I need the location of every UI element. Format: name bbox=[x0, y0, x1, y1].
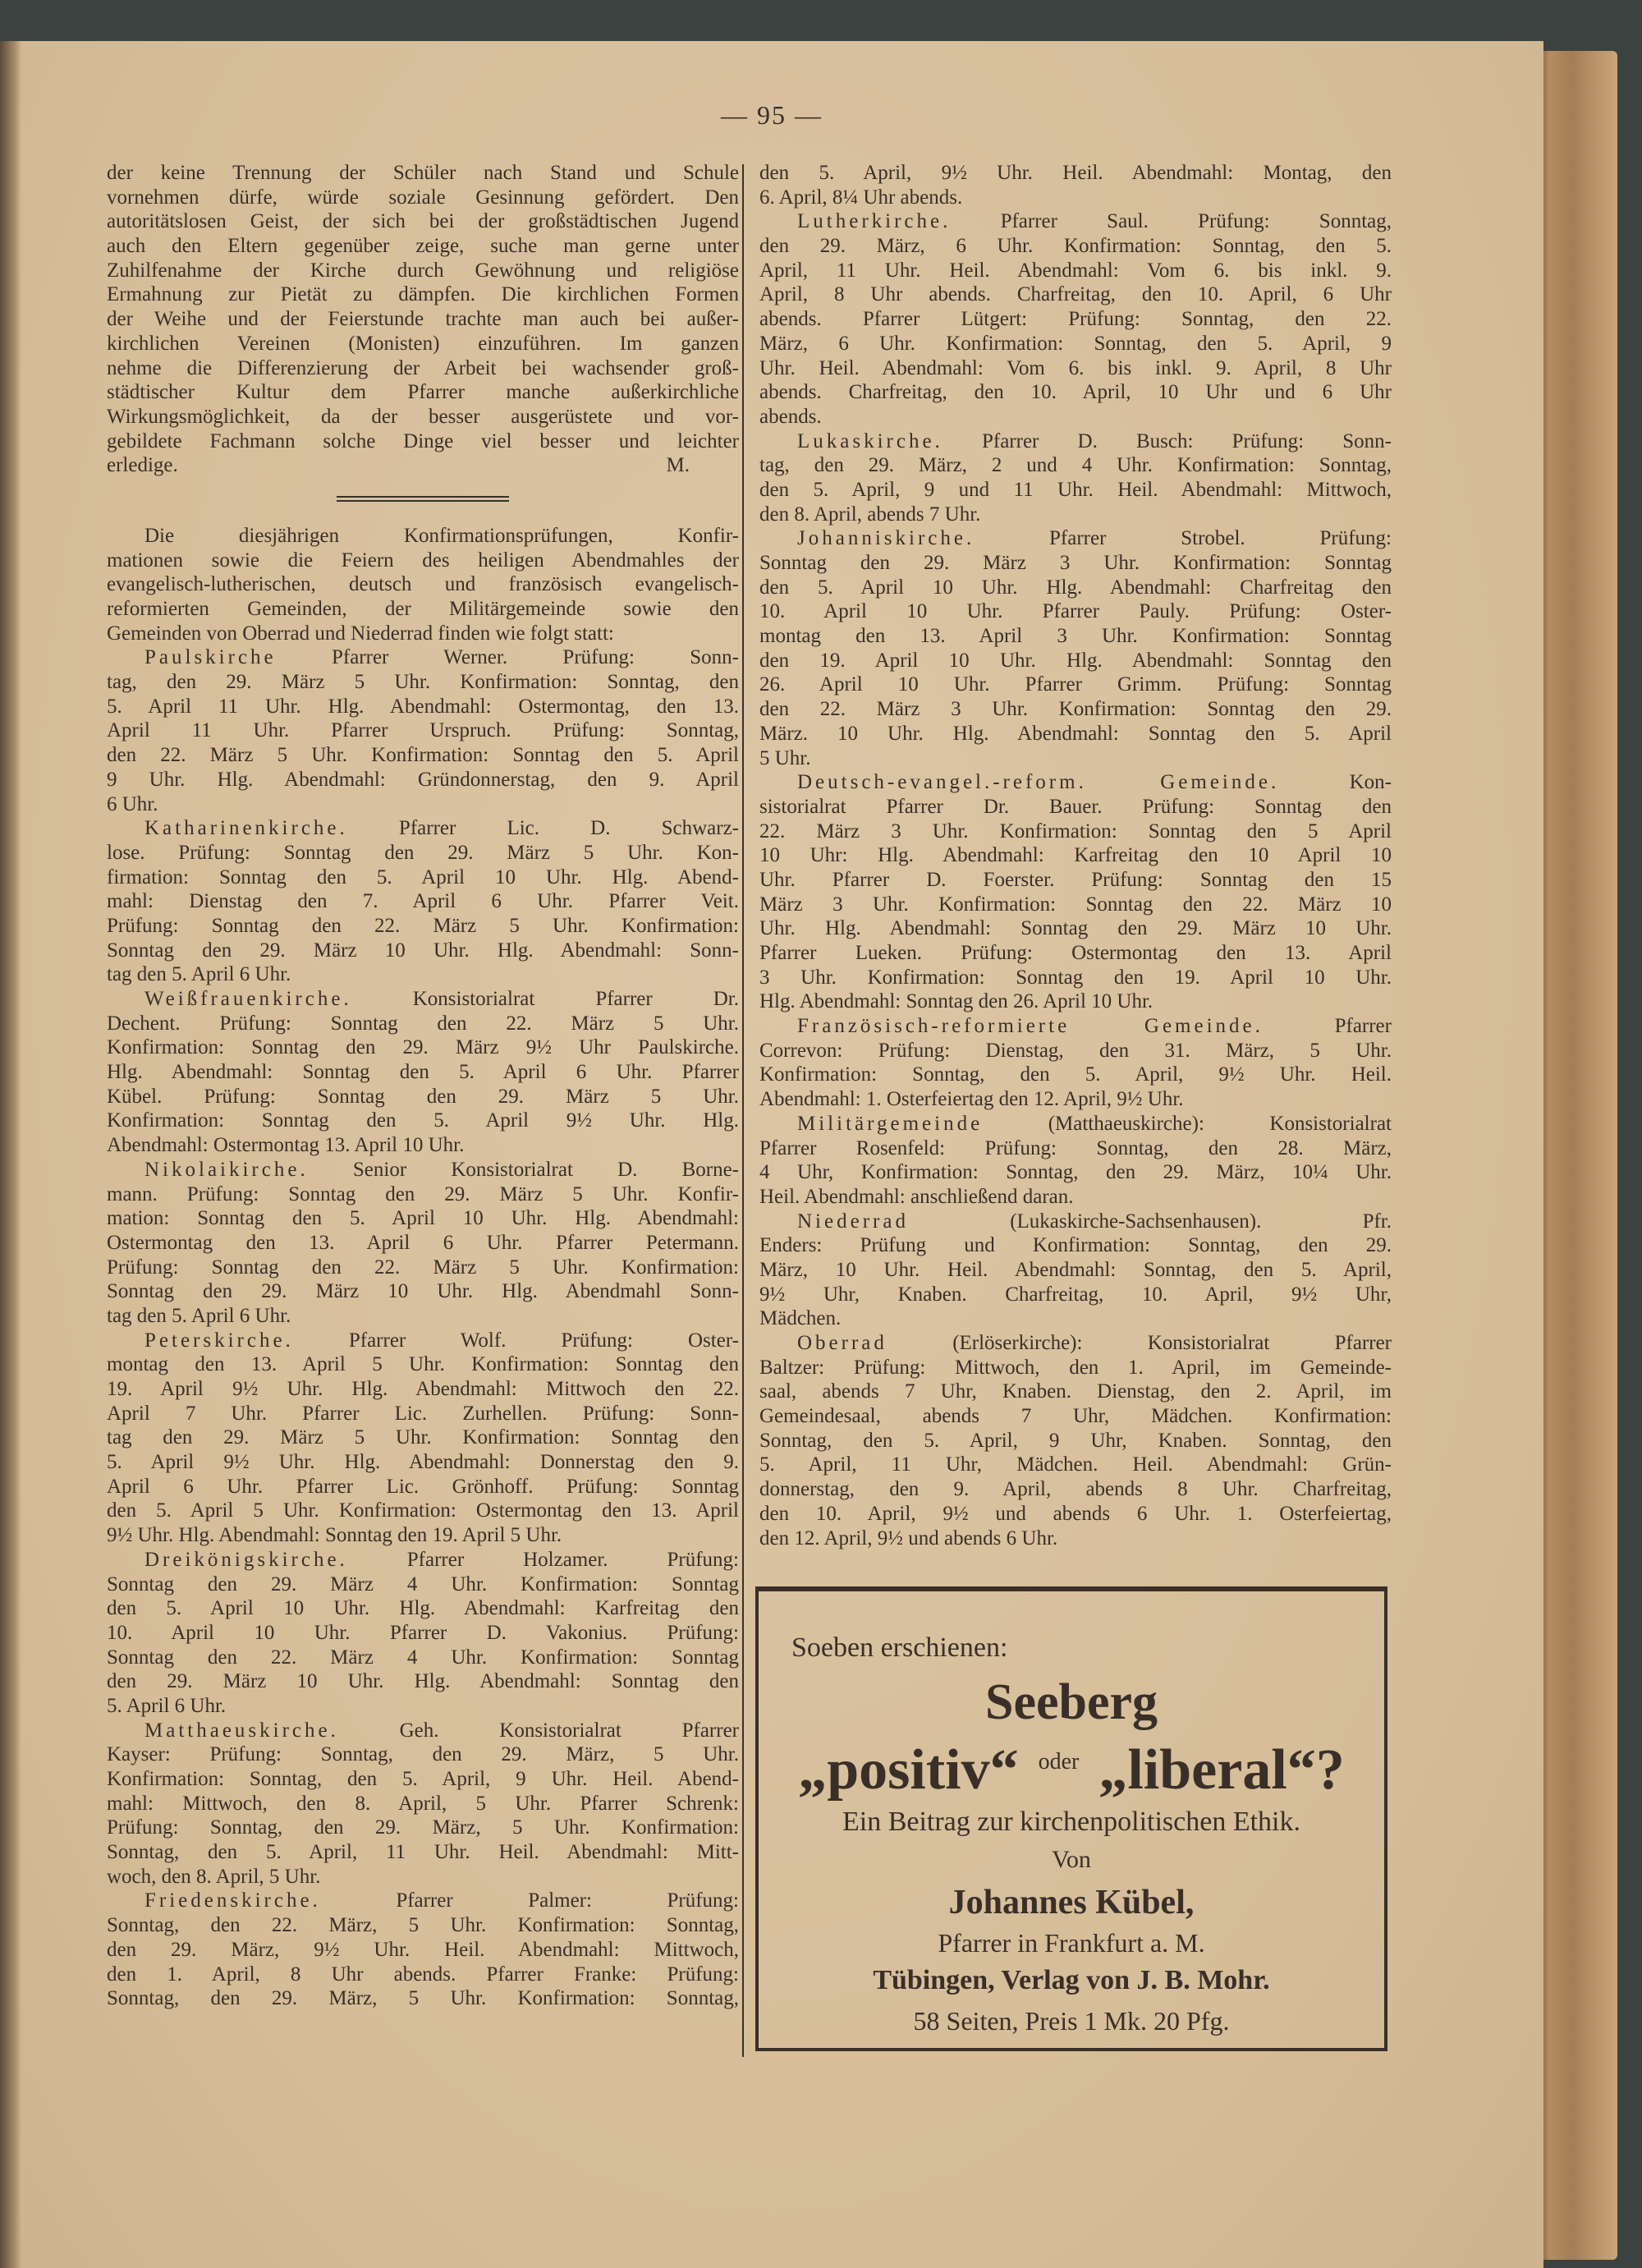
text-line: tag den 5. April 6 Uhr. bbox=[107, 1304, 291, 1327]
closing-text: erledige. bbox=[107, 454, 178, 477]
church-entry bbox=[107, 1158, 739, 1329]
text-line: Sonntag den 29. März 3 Uhr. Konfirmation: Sonntag bbox=[759, 552, 1392, 574]
text-line: montag den 13. April 5 Uhr. Konfirmation: Sonntag den bbox=[107, 1353, 739, 1376]
church-name: Weißfrauenkirche. bbox=[144, 988, 352, 1010]
text-line: 5 Uhr. bbox=[759, 746, 811, 769]
text-line: 3 Uhr. Konfirmation: Sonntag den 19. April 10 Uhr. bbox=[759, 966, 1392, 989]
text-line: 5. April 6 Uhr. bbox=[107, 1694, 227, 1717]
opening-paragraph bbox=[107, 161, 739, 453]
text-line: den 5. April 10 Uhr. Hlg. Abendmahl: Karfreitag den bbox=[107, 1597, 739, 1620]
text-line: 9 Uhr. Hlg. Abendmahl: Gründonnerstag, den 9. April bbox=[107, 768, 739, 791]
church-entries bbox=[107, 645, 739, 2011]
text-line: Prüfung: Sonntag, den 29. März, 5 Uhr. Konfirmation: bbox=[107, 1816, 739, 1839]
text-line: der Weihe und der Feierstunde trachte man auch bei außer- bbox=[107, 308, 739, 331]
text-line: Baltzer: Prüfung: Mittwoch, den 1. April, im Gemeinde- bbox=[759, 1356, 1392, 1379]
text-line: 6. April, 8¼ Uhr abends. bbox=[759, 186, 963, 209]
text-line: Prüfung: Sonntag den 22. März 5 Uhr. Konfirmation: bbox=[107, 914, 739, 937]
text-line: März 3 Uhr. Konfirmation: Sonntag den 22. März 10 bbox=[759, 893, 1392, 916]
text-line: März, 10 Uhr. Heil. Abendmahl: Sonntag, den 5. April, bbox=[759, 1258, 1392, 1281]
text-line: Hlg. Abendmahl: Sonntag den 26. April 10 Uhr. bbox=[759, 990, 1154, 1013]
church-name: Johanniskirche. bbox=[797, 527, 975, 550]
entry-first-line bbox=[107, 645, 739, 670]
church-entry bbox=[759, 1014, 1392, 1112]
text-line: Uhr. Heil. Abendmahl: Vom 6. bis inkl. 9. April, 8 Uhr bbox=[759, 356, 1392, 379]
entry-first-line bbox=[759, 1112, 1392, 1136]
text-line: lose. Prüfung: Sonntag den 29. März 5 Uhr. Kon- bbox=[107, 841, 739, 864]
ad-title-liberal: „liberal“? bbox=[1098, 1738, 1345, 1802]
ad-title-positiv: „positiv“ bbox=[798, 1738, 1019, 1802]
text-line: Sonntag, den 5. April, 9 Uhr, Knaben. Sonntag, den bbox=[759, 1429, 1392, 1452]
text-line: vornehmen dürfe, würde soziale Gesinnung gefördert. Den bbox=[107, 186, 739, 209]
church-name: Deutsch-evangel.-reform. Gemeinde. bbox=[797, 771, 1280, 794]
entry-text: Pfarrer Palmer: Prüfung: bbox=[320, 1889, 739, 1912]
text-line: 10. April 10 Uhr. Pfarrer Pauly. Prüfung: Oster- bbox=[759, 600, 1392, 623]
text-line: Sonntag den 29. März 10 Uhr. Hlg. Abendmahl: Sonn- bbox=[107, 939, 739, 962]
text-line: evangelisch-lutherischen, deutsch und französisch evangelisch- bbox=[107, 573, 739, 596]
ad-title-oder: oder bbox=[1038, 1748, 1080, 1774]
text-line: 9½ Uhr, Knaben. Charfreitag, 10. April, 9½ Uhr, bbox=[759, 1283, 1392, 1306]
text-line: Prüfung: Sonntag den 22. März 5 Uhr. Konfirmation: bbox=[107, 1256, 739, 1279]
entry-text: Senior Konsistorialrat D. Borne- bbox=[308, 1158, 739, 1181]
text-line: Sonntag, den 5. April, 11 Uhr. Heil. Abendmahl: Mitt- bbox=[107, 1841, 739, 1864]
entry-first-line bbox=[759, 429, 1392, 454]
church-entry bbox=[107, 1329, 739, 1548]
ad-von: Von bbox=[1052, 1846, 1091, 1873]
entry-first-line bbox=[107, 1719, 739, 1743]
church-entry bbox=[107, 1719, 739, 1889]
text-line: gebildete Fachmann solche Dinge viel besser und leichter bbox=[107, 429, 739, 452]
text-line: Heil. Abendmahl: anschließend daran. bbox=[759, 1185, 1074, 1208]
church-entries bbox=[759, 209, 1392, 1550]
entry-first-line bbox=[107, 1548, 739, 1572]
text-line: Mädchen. bbox=[759, 1307, 842, 1330]
text-line: Pfarrer Lueken. Prüfung: Ostermontag den 13. April bbox=[759, 942, 1392, 964]
church-name: Peterskirche. bbox=[144, 1329, 294, 1352]
text-line: den 12. April, 9½ und abends 6 Uhr. bbox=[759, 1527, 1058, 1549]
text-line: April 11 Uhr. Pfarrer Urspruch. Prüfung: Sonntag, bbox=[107, 719, 739, 742]
text-line: Konfirmation: Sonntag den 29. März 9½ Uhr Paulskirche. bbox=[107, 1036, 739, 1059]
text-line: den 5. April, 9 und 11 Uhr. Heil. Abendmahl: Mittwoch, bbox=[759, 478, 1392, 501]
church-name: Nikolaikirche. bbox=[144, 1158, 309, 1181]
entry-first-line bbox=[759, 1210, 1392, 1234]
entry-first-line bbox=[759, 526, 1392, 551]
text-line: Konfirmation: Sonntag den 5. April 9½ Uhr. Hlg. bbox=[107, 1109, 739, 1132]
text-line: tag den 29. März 5 Uhr. Konfirmation: Sonntag den bbox=[107, 1426, 739, 1449]
church-entry bbox=[759, 429, 1392, 527]
ad-author-surname: Seeberg bbox=[984, 1674, 1158, 1730]
text-line: mationen sowie die Feiern des heiligen Abendmahles der bbox=[107, 549, 739, 572]
church-name: Lutherkirche. bbox=[797, 210, 952, 233]
entry-text: (Erlöserkirche): Konsistorialrat Pfarrer bbox=[887, 1332, 1392, 1354]
entry-first-line bbox=[759, 770, 1392, 795]
entry-text: Pfarrer Werner. Prüfung: Sonn- bbox=[276, 646, 739, 669]
text-line: kirchlichen Vereinen (Monisten) einzuführen. Im ganzen bbox=[107, 332, 739, 355]
text-line: abends. Charfreitag, den 10. April, 10 Uhr und 6 Uhr bbox=[759, 381, 1392, 404]
text-line: Sonntag den 29. März 10 Uhr. Hlg. Abendmahl Sonn- bbox=[107, 1280, 739, 1303]
church-entry bbox=[759, 209, 1392, 429]
text-line: Kübel. Prüfung: Sonntag den 29. März 5 Uhr. bbox=[107, 1085, 739, 1108]
text-line: der keine Trennung der Schüler nach Stand und Schule bbox=[107, 162, 739, 184]
church-entry bbox=[759, 526, 1392, 770]
church-name: Paulskirche bbox=[144, 646, 277, 669]
text-line: Dechent. Prüfung: Sonntag den 22. März 5 Uhr. bbox=[107, 1012, 739, 1035]
entry-text: Pfarrer bbox=[1263, 1015, 1392, 1038]
section-divider bbox=[107, 478, 739, 524]
text-line: Ostermontag den 13. April 6 Uhr. Pfarrer Petermann. bbox=[107, 1231, 739, 1254]
text-line: 26. April 10 Uhr. Pfarrer Grimm. Prüfung: Sonntag bbox=[759, 673, 1392, 696]
page-block-edge bbox=[1542, 51, 1617, 2260]
closing-line bbox=[107, 453, 739, 478]
text-line: abends. bbox=[759, 405, 822, 428]
entry-first-line bbox=[107, 1329, 739, 1353]
church-entry bbox=[107, 816, 739, 987]
text-line: tag den 5. April 6 Uhr. bbox=[107, 963, 291, 986]
church-name: Friedenskirche. bbox=[144, 1889, 321, 1912]
text-line: Abendmahl: Ostermontag 13. April 10 Uhr. bbox=[107, 1134, 465, 1157]
text-line: den 8. April, abends 7 Uhr. bbox=[759, 503, 981, 526]
text-line: März. 10 Uhr. Hlg. Abendmahl: Sonntag den 5. April bbox=[759, 722, 1392, 745]
text-line: März, 6 Uhr. Konfirmation: Sonntag, den 5. April, 9 bbox=[759, 332, 1392, 355]
text-line: 5. April 9½ Uhr. Hlg. Abendmahl: Donnerstag den 9. bbox=[107, 1451, 739, 1474]
text-line: sistorialrat Pfarrer Dr. Bauer. Prüfung: Sonntag den bbox=[759, 795, 1392, 818]
entry-first-line bbox=[759, 1014, 1392, 1039]
text-line: Sonntag den 22. März 4 Uhr. Konfirmation: Sonntag bbox=[107, 1646, 739, 1669]
entry-text: (Lukaskirche-Sachsenhausen). Pfr. bbox=[908, 1210, 1392, 1233]
text-line: Kayser: Prüfung: Sonntag, den 29. März, 5 Uhr. bbox=[107, 1743, 739, 1766]
text-line: Sonntag, den 29. März, 5 Uhr. Konfirmation: Sonntag, bbox=[107, 1987, 739, 2010]
text-line: den 5. April 5 Uhr. Konfirmation: Ostermontag den 13. April bbox=[107, 1499, 739, 1522]
text-line: Gemeindesaal, abends 7 Uhr, Mädchen. Konfirmation: bbox=[759, 1405, 1392, 1428]
text-line: den 19. April 10 Uhr. Hlg. Abendmahl: Sonntag den bbox=[759, 649, 1392, 672]
ad-author: Johannes Kübel, bbox=[948, 1884, 1195, 1921]
text-line: den 29. März, 6 Uhr. Konfirmation: Sonntag, den 5. bbox=[759, 235, 1392, 258]
ad-intro: Soeben erschienen: bbox=[791, 1632, 1008, 1663]
text-line: Uhr. Pfarrer D. Foerster. Prüfung: Sonntag den 15 bbox=[759, 868, 1392, 891]
text-line: den 22. März 5 Uhr. Konfirmation: Sonntag den 5. April bbox=[107, 744, 739, 767]
text-line: 19. April 9½ Uhr. Hlg. Abendmahl: Mittwoch den 22. bbox=[107, 1378, 739, 1400]
text-line: 5. April, 11 Uhr, Mädchen. Heil. Abendmahl: Grün- bbox=[759, 1453, 1392, 1476]
church-name: Niederrad bbox=[797, 1210, 909, 1233]
text-line: Ermahnung zur Pietät zu dämpfen. Die kirchlichen Formen bbox=[107, 283, 739, 306]
text-line: Hlg. Abendmahl: Sonntag den 5. April 6 Uhr. Pfarrer bbox=[107, 1061, 739, 1084]
entry-first-line bbox=[759, 209, 1392, 234]
text-line: 10. April 10 Uhr. Pfarrer D. Vakonius. Prüfung: bbox=[107, 1621, 739, 1644]
text-line: nehme die Differenzierung der Arbeit bei wachsender groß- bbox=[107, 356, 739, 379]
text-line: 4 Uhr, Konfirmation: Sonntag, den 29. März, 10¼ Uhr. bbox=[759, 1161, 1392, 1184]
ad-subtitle: Ein Beitrag zur kirchenpolitischen Ethik. bbox=[842, 1807, 1300, 1837]
text-line: tag, den 29. März 5 Uhr. Konfirmation: Sonntag, den bbox=[107, 671, 739, 694]
text-line: Die diesjährigen Konfirmationsprüfungen, Konfir- bbox=[144, 524, 739, 547]
entry-text: Pfarrer Holzamer. Prüfung: bbox=[347, 1548, 739, 1571]
church-entry bbox=[107, 1889, 739, 2010]
text-line: den 5. April 10 Uhr. Hlg. Abendmahl: Charfreitag den bbox=[759, 576, 1392, 599]
entry-text: Geh. Konsistorialrat Pfarrer bbox=[338, 1719, 739, 1742]
text-line: Gemeinden von Oberrad und Niederrad finden wie folgt statt: bbox=[107, 622, 614, 645]
church-entry bbox=[759, 1210, 1392, 1331]
column-rule bbox=[742, 164, 744, 2057]
text-line: woch, den 8. April, 5 Uhr. bbox=[107, 1865, 321, 1888]
text-line: April, 8 Uhr abends. Charfreitag, den 10. April, 6 Uhr bbox=[759, 283, 1392, 306]
church-name: Militärgemeinde bbox=[797, 1112, 984, 1135]
church-entry bbox=[107, 1548, 739, 1719]
text-line: Konfirmation: Sonntag, den 5. April, 9 Uhr. Heil. Abend- bbox=[107, 1768, 739, 1790]
text-line: donnerstag, den 9. April, abends 8 Uhr. Charfreitag, bbox=[759, 1478, 1392, 1501]
entry-first-line bbox=[107, 816, 739, 841]
text-line: den 29. März 10 Uhr. Hlg. Abendmahl: Sonntag den bbox=[107, 1670, 739, 1693]
church-name: Französisch-reformierte Gemeinde. bbox=[797, 1015, 1264, 1038]
text-line: April 6 Uhr. Pfarrer Lic. Grönhoff. Prüfung: Sonntag bbox=[107, 1475, 739, 1498]
text-line: mation: Sonntag den 5. April 10 Uhr. Hlg. Abendmahl: bbox=[107, 1207, 739, 1230]
text-line: 22. März 3 Uhr. Konfirmation: Sonntag den 5 April bbox=[759, 820, 1392, 842]
text-line: den 5. April, 9½ Uhr. Heil. Abendmahl: Montag, den bbox=[759, 162, 1392, 184]
text-line: Enders: Prüfung und Konfirmation: Sonntag, den 29. bbox=[759, 1234, 1392, 1257]
continued-paragraph bbox=[759, 161, 1392, 209]
text-line: mann. Prüfung: Sonntag den 29. März 5 Uhr. Konfir- bbox=[107, 1182, 739, 1205]
entry-first-line bbox=[107, 987, 739, 1012]
text-line: Correvon: Prüfung: Dienstag, den 31. März, 5 Uhr. bbox=[759, 1039, 1392, 1062]
text-line: Sonntag den 29. März 4 Uhr. Konfirmation: Sonntag bbox=[107, 1572, 739, 1595]
text-line: den 22. März 3 Uhr. Konfirmation: Sonntag den 29. bbox=[759, 698, 1392, 721]
text-line: montag den 13. April 3 Uhr. Konfirmation: Sonntag bbox=[759, 625, 1392, 648]
entry-first-line bbox=[107, 1158, 739, 1182]
entry-text: (Matthaeuskirche): Konsistorialrat bbox=[983, 1112, 1392, 1135]
text-line: den 29. März, 9½ Uhr. Heil. Abendmahl: Mittwoch, bbox=[107, 1938, 739, 1961]
ad-title bbox=[759, 1738, 1384, 1803]
entry-text: Pfarrer Lic. D. Schwarz- bbox=[347, 817, 739, 840]
text-line: mahl: Mittwoch, den 8. April, 5 Uhr. Pfarrer Schrenk: bbox=[107, 1792, 739, 1815]
text-line: tag, den 29. März, 2 und 4 Uhr. Konfirmation: Sonntag, bbox=[759, 454, 1392, 477]
church-name: Oberrad bbox=[797, 1332, 888, 1354]
church-entry bbox=[107, 987, 739, 1158]
text-line: den 10. April, 9½ und abends 6 Uhr. 1. Osterfeiertag, bbox=[759, 1502, 1392, 1525]
advertisement-box bbox=[755, 1586, 1387, 2051]
text-line: saal, abends 7 Uhr, Knaben. Dienstag, den 2. April, im bbox=[759, 1380, 1392, 1403]
text-line: reformierten Gemeinden, der Militärgemeinde sowie den bbox=[107, 598, 739, 620]
church-name: Katharinenkirche. bbox=[144, 817, 348, 840]
text-line: firmation: Sonntag den 5. April 10 Uhr. Hlg. Abend- bbox=[107, 865, 739, 888]
entry-text: Pfarrer D. Busch: Prüfung: Sonn- bbox=[943, 429, 1392, 452]
text-line: Pfarrer Rosenfeld: Prüfung: Sonntag, den 28. März, bbox=[759, 1136, 1392, 1159]
text-line: abends. Pfarrer Lütgert: Prüfung: Sonntag, den 22. bbox=[759, 308, 1392, 331]
text-line: Uhr. Hlg. Abendmahl: Sonntag den 29. März 10 Uhr. bbox=[759, 917, 1392, 940]
text-line: Konfirmation: Sonntag, den 5. April, 9½ Uhr. Heil. bbox=[759, 1063, 1392, 1086]
entry-text: Pfarrer Saul. Prüfung: Sonntag, bbox=[951, 210, 1392, 233]
author-signature: M. bbox=[666, 454, 690, 477]
entry-first-line bbox=[759, 1331, 1392, 1356]
ad-price: 58 Seiten, Preis 1 Mk. 20 Pfg. bbox=[913, 2006, 1230, 2036]
church-entry bbox=[759, 1331, 1392, 1550]
text-line: städtischer Kultur dem Pfarrer manche außerkirchliche bbox=[107, 381, 739, 404]
text-line: Abendmahl: 1. Osterfeiertag den 12. April, 9½ Uhr. bbox=[759, 1088, 1184, 1111]
entry-text: Pfarrer Wolf. Prüfung: Oster- bbox=[293, 1329, 739, 1352]
text-line: 9½ Uhr. Hlg. Abendmahl: Sonntag den 19. April 5 Uhr. bbox=[107, 1524, 562, 1547]
intro-paragraph bbox=[107, 524, 739, 645]
entry-first-line bbox=[107, 1889, 739, 1913]
text-line: den 1. April, 8 Uhr abends. Pfarrer Franke: Prüfung: bbox=[107, 1963, 739, 1986]
text-line: mahl: Dienstag den 7. April 6 Uhr. Pfarrer Veit. bbox=[107, 890, 739, 913]
entry-text: Kon- bbox=[1279, 771, 1392, 794]
page-number: — 95 — bbox=[721, 100, 823, 130]
text-line: Sonntag, den 22. März, 5 Uhr. Konfirmation: Sonntag, bbox=[107, 1914, 739, 1937]
church-name: Dreikönigskirche. bbox=[144, 1548, 348, 1571]
left-column bbox=[107, 161, 739, 2011]
text-line: autoritätslosen Geist, der sich bei der großstädtischen Jugend bbox=[107, 210, 739, 233]
gutter-shadow bbox=[0, 41, 21, 2268]
church-name: Matthaeuskirche. bbox=[144, 1719, 339, 1742]
ad-author-place: Pfarrer in Frankfurt a. M. bbox=[938, 1928, 1205, 1958]
text-line: April 7 Uhr. Pfarrer Lic. Zurhellen. Prüfung: Sonn- bbox=[107, 1402, 739, 1425]
text-line: April, 11 Uhr. Heil. Abendmahl: Vom 6. bis inkl. 9. bbox=[759, 259, 1392, 282]
text-line: 10 Uhr: Hlg. Abendmahl: Karfreitag den 10 April 10 bbox=[759, 844, 1392, 867]
entry-text: Pfarrer Strobel. Prüfung: bbox=[975, 527, 1392, 550]
text-line: Zuhilfenahme der Kirche durch Gewöhnung und religiöse bbox=[107, 259, 739, 282]
church-name: Lukaskirche. bbox=[797, 429, 943, 452]
text-line: 5. April 11 Uhr. Hlg. Abendmahl: Ostermontag, den 13. bbox=[107, 695, 739, 718]
text-line: auch den Eltern gegenüber zeige, suche man gerne unter bbox=[107, 235, 739, 258]
right-column bbox=[759, 161, 1392, 1550]
church-entry bbox=[107, 645, 739, 816]
church-entry bbox=[759, 1112, 1392, 1210]
ad-publisher: Tübingen, Verlag von J. B. Mohr. bbox=[873, 1965, 1270, 1995]
text-line: Wirkungsmöglichkeit, da der besser ausgerüstete und vor- bbox=[107, 405, 739, 428]
text-line: 6 Uhr. bbox=[107, 792, 158, 815]
church-entry bbox=[759, 770, 1392, 1014]
entry-text: Konsistorialrat Pfarrer Dr. bbox=[351, 988, 739, 1010]
